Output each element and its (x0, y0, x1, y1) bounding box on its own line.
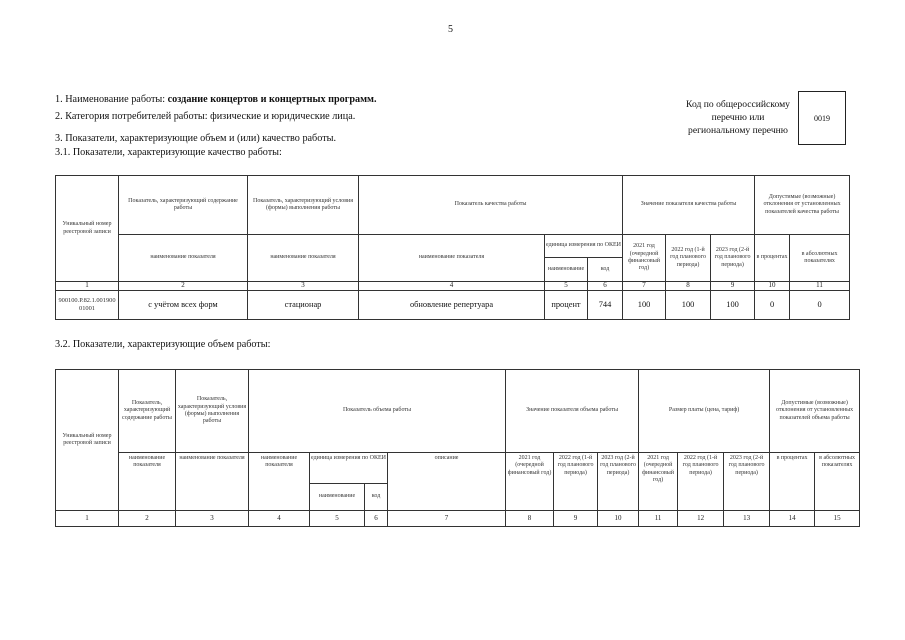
q-col-number: 5 (545, 282, 588, 291)
q-cell-unit-name: процент (545, 291, 588, 320)
v-col-number: 14 (770, 511, 815, 527)
v-header-registry: Уникальный номер реестровой записи (56, 370, 119, 511)
v-header-values: Значение показателя объема работы (506, 370, 639, 453)
catalog-code-box: 0019 (798, 91, 846, 145)
q-cell-conditions: стационар (248, 291, 359, 320)
q-header-deviation: Допустимые (возможные) отклонения от установленных показателей качества работы (755, 176, 850, 235)
q-cell-2022: 100 (666, 291, 711, 320)
v-header-2022: 2022 год (1-й год планового периода) (554, 453, 598, 511)
v-col-number: 15 (815, 511, 860, 527)
q-cell-content: с учётом всех форм (119, 291, 248, 320)
v-header-unit-code: код (365, 484, 388, 511)
section-3-2-title: 3.2. Показатели, характеризующие объем работы: (55, 339, 271, 350)
q-col-number: 8 (666, 282, 711, 291)
q-col-number: 4 (359, 282, 545, 291)
q-col-number: 10 (755, 282, 790, 291)
v-header-unit-name: наименование (310, 484, 365, 511)
code-label-line-1: Код по общероссийскому (686, 99, 790, 110)
q-header-unit-name: наименование (545, 258, 588, 282)
q-header-abs: в абсолютных показателях (790, 235, 850, 282)
v-col-number: 9 (554, 511, 598, 527)
q-col-number: 3 (248, 282, 359, 291)
v-header-content: Показатель, характеризующий содержание работы (119, 370, 176, 453)
work-name-value: создание концертов и концертных программ. (167, 94, 377, 105)
q-header-name-quality: наименование показателя (359, 235, 545, 282)
q-header-2023: 2023 год (2-й год планового периода) (711, 235, 755, 282)
v-header-description: описание (388, 453, 506, 511)
v-col-number: 3 (176, 511, 249, 527)
catalog-code-label (668, 98, 808, 137)
v-col-number: 11 (639, 511, 678, 527)
v-header-unit: единица измерения по ОКЕИ (310, 453, 388, 484)
q-header-quality: Показатель качества работы (359, 176, 623, 235)
q-header-name-content: наименование показателя (119, 235, 248, 282)
q-col-number: 1 (56, 282, 119, 291)
q-col-number: 7 (623, 282, 666, 291)
quality-indicators-table (55, 175, 850, 320)
q-col-number: 6 (588, 282, 623, 291)
table-row (56, 291, 850, 320)
v-header-name-content: наименование показателя (119, 453, 176, 511)
v-header-fee-2023: 2023 год (2-й год планового периода) (724, 453, 770, 511)
v-col-number: 4 (249, 511, 310, 527)
q-header-content: Показатель, характеризующий содержание работы (119, 176, 248, 235)
v-col-number: 13 (724, 511, 770, 527)
q-cell-2023: 100 (711, 291, 755, 320)
q-cell-quality-name: обновление репертуара (359, 291, 545, 320)
v-header-fee-2021: 2021 год (очередной финансовый год) (639, 453, 678, 511)
q-col-number: 9 (711, 282, 755, 291)
q-header-pct: в процентах (755, 235, 790, 282)
volume-indicators-table (55, 369, 860, 527)
q-header-registry: Уникальный номер реестровой записи (56, 176, 119, 282)
v-header-abs: в абсолютных показателях (815, 453, 860, 511)
v-header-name-volume: наименование показателя (249, 453, 310, 511)
v-col-number: 12 (678, 511, 724, 527)
q-header-2022: 2022 год (1-й год планового периода) (666, 235, 711, 282)
v-header-fee: Размер платы (цена, тариф) (639, 370, 770, 453)
q-header-values: Значение показателя качества работы (623, 176, 755, 235)
q-cell-2021: 100 (623, 291, 666, 320)
q-header-name-conditions: наименование показателя (248, 235, 359, 282)
v-col-number: 2 (119, 511, 176, 527)
q-cell-dev-abs: 0 (790, 291, 850, 320)
v-col-number: 7 (388, 511, 506, 527)
page-number: 5 (448, 24, 453, 35)
code-label-line-2: перечню или (711, 112, 765, 123)
q-cell-registry: 900100.Р.82.1.00190001001 (56, 291, 119, 320)
v-col-number: 6 (365, 511, 388, 527)
v-col-number: 1 (56, 511, 119, 527)
v-col-number: 10 (598, 511, 639, 527)
v-header-2021: 2021 год (очередной финансовый год) (506, 453, 554, 511)
q-col-number: 2 (119, 282, 248, 291)
v-col-number: 8 (506, 511, 554, 527)
v-header-2023: 2023 год (2-й год планового периода) (598, 453, 639, 511)
v-header-deviation: Допустимые (возможные) отклонения от установленных показателей объема работы (770, 370, 860, 453)
q-header-conditions: Показатель, характеризующий условия (формы) выполнения работы (248, 176, 359, 235)
code-label-line-3: региональному перечню (688, 125, 788, 136)
q-cell-dev-pct: 0 (755, 291, 790, 320)
q-col-number: 11 (790, 282, 850, 291)
work-name-line (55, 94, 377, 105)
v-header-pct: в процентах (770, 453, 815, 511)
section-3-title: 3. Показатели, характеризующие объем и (или) качество работы. (55, 133, 337, 144)
q-header-unit: единица измерения по ОКЕИ (545, 235, 623, 258)
consumer-category-line: 2. Категория потребителей работы: физические и юридические лица. (55, 111, 356, 122)
section-3-1-title: 3.1. Показатели, характеризующие качество работы: (55, 147, 282, 158)
work-name-label: 1. Наименование работы: (55, 94, 168, 105)
v-header-fee-2022: 2022 год (1-й год планового периода) (678, 453, 724, 511)
v-header-name-conditions: наименование показателя (176, 453, 249, 511)
v-header-conditions: Показатель, характеризующий условия (формы) выполнения работы (176, 370, 249, 453)
v-header-volume: Показатель объема работы (249, 370, 506, 453)
q-cell-unit-code: 744 (588, 291, 623, 320)
q-header-2021: 2021 год (очередной финансовый год) (623, 235, 666, 282)
q-header-unit-code: код (588, 258, 623, 282)
v-col-number: 5 (310, 511, 365, 527)
